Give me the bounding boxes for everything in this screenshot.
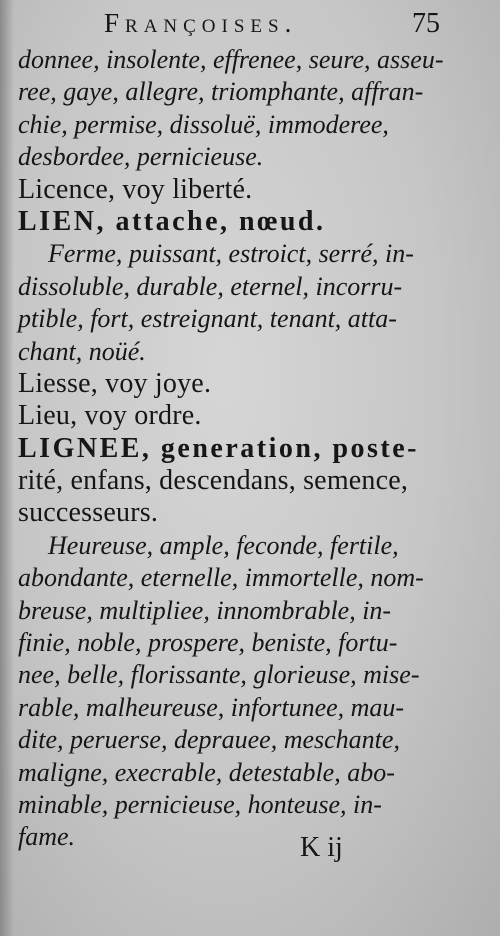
text-line: ree, gaye, allegre, triomphante, affran- — [18, 77, 424, 107]
text-line: finie, noble, prospere, beniste, fortu- — [18, 628, 398, 658]
text-line: dite, peruerse, deprauee, meschante, — [18, 725, 400, 755]
text-line: rité, enfans, descendans, semence, — [18, 465, 409, 497]
text-line: LIGNEE, generation, poste- — [18, 432, 419, 464]
running-head: Françoises. — [104, 8, 298, 38]
text-line: abondante, eternelle, immortelle, nom- — [18, 563, 424, 593]
text-line: LIEN, attache, nœud. — [18, 205, 326, 237]
page-header — [0, 6, 500, 46]
text-line: Lieu, voy ordre. — [18, 400, 202, 432]
text-line: minable, pernicieuse, honteuse, in- — [18, 789, 382, 819]
dictionary-text — [18, 44, 442, 854]
gutter-shadow — [0, 0, 14, 936]
text-line: Liesse, voy joye. — [18, 367, 212, 399]
text-line: nee, belle, florissante, glorieuse, mise- — [18, 660, 420, 690]
text-line: dissoluble, durable, eternel, incorru- — [18, 271, 403, 301]
text-line: donnee, insolente, effrenee, seure, asseu- — [18, 45, 444, 74]
text-line: Heureuse, ample, feconde, fertile, — [48, 530, 399, 560]
text-line: maligne, execrable, detestable, abo- — [18, 757, 395, 787]
text-line: chant, noüé. — [18, 336, 146, 366]
text-line: Ferme, puissant, estroict, serré, in- — [48, 239, 414, 269]
text-line: rable, malheureuse, infortunee, mau- — [18, 692, 405, 722]
text-line: successeurs. — [18, 497, 159, 529]
page-number: 75 — [412, 8, 440, 39]
text-line: Licence, voy liberté. — [18, 173, 253, 205]
text-line: breuse, multipliee, innombrable, in- — [18, 595, 392, 625]
text-line: ptible, fort, estreignant, tenant, atta- — [18, 304, 397, 334]
text-line: desbordee, pernicieuse. — [18, 142, 264, 172]
text-line: fame. — [18, 822, 76, 852]
text-line: chie, permise, dissoluë, immoderee, — [18, 109, 389, 139]
signature-mark: K ij — [300, 832, 343, 863]
